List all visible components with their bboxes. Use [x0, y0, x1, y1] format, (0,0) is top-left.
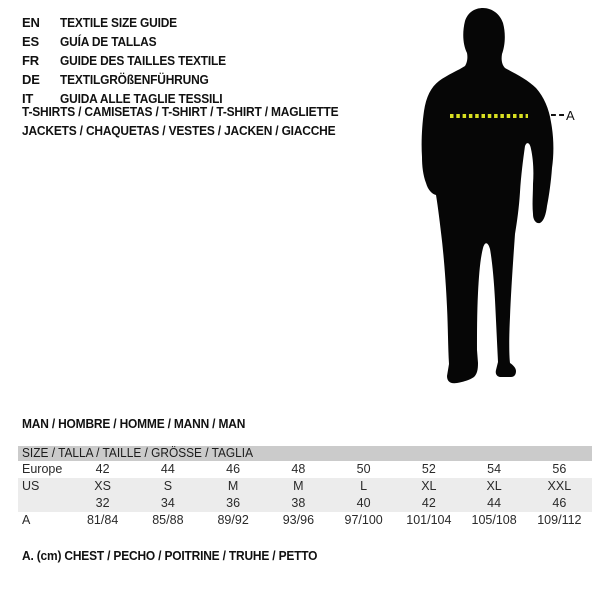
measure-label-a: A: [566, 108, 575, 123]
size-value: 56: [552, 462, 567, 476]
language-row: [22, 32, 240, 51]
language-code: DE: [22, 72, 40, 87]
size-value: 97/100: [344, 513, 383, 527]
row-label: [18, 495, 70, 512]
language-label: GUIDA ALLE TAGLIE TESSILI: [60, 91, 223, 106]
language-code: ES: [22, 34, 39, 49]
size-table-header: SIZE / TALLA / TAILLE / GRÖSSE / TAGLIA: [18, 446, 592, 461]
size-value: 109/112: [537, 513, 582, 527]
size-value: M: [293, 479, 304, 493]
size-value: 81/84: [86, 513, 119, 527]
size-value: 44: [487, 496, 502, 510]
size-value: XL: [421, 479, 437, 493]
size-value: XL: [486, 479, 502, 493]
section-title-man: MAN / HOMBRE / HOMME / MANN / MAN: [22, 416, 246, 431]
table-row-us-numeric: [18, 495, 592, 512]
language-row: [22, 51, 240, 70]
row-label: US: [22, 479, 40, 493]
language-label: TEXTILE SIZE GUIDE: [60, 15, 177, 30]
size-value: 105/108: [471, 513, 517, 527]
man-silhouette: [422, 8, 554, 383]
product-line-jackets: JACKETS / CHAQUETAS / VESTES / JACKEN / GIACCHE: [22, 123, 336, 138]
size-value: 42: [421, 496, 436, 510]
size-value: 34: [160, 496, 175, 510]
size-value: 38: [291, 496, 306, 510]
measure-extension-line: [551, 114, 564, 116]
language-row: [22, 13, 240, 32]
size-value: 85/88: [152, 513, 184, 527]
size-value: 89/92: [217, 513, 249, 527]
language-list: [22, 13, 240, 108]
size-value: M: [227, 479, 239, 493]
size-value: 50: [356, 462, 371, 476]
size-value: S: [163, 479, 173, 493]
language-code: IT: [22, 91, 34, 106]
size-value: XXL: [547, 479, 572, 493]
size-value: 40: [356, 496, 371, 510]
language-code: FR: [22, 53, 39, 68]
size-value: 93/96: [282, 513, 315, 527]
size-value: 46: [552, 496, 567, 510]
language-code: EN: [22, 15, 40, 30]
size-value: 54: [487, 462, 502, 476]
table-row-chest: [18, 512, 592, 529]
row-label: A: [22, 513, 31, 527]
size-table: [18, 446, 592, 529]
language-row: [22, 70, 240, 89]
size-value: 36: [226, 496, 241, 510]
size-value: 46: [226, 462, 241, 476]
table-row-us: [18, 478, 592, 495]
size-value: 52: [421, 462, 436, 476]
man-figure: [420, 6, 560, 388]
footnote-chest-measure: A. (cm) CHEST / PECHO / POITRINE / TRUHE / PETTO: [22, 548, 318, 563]
size-value: 42: [95, 462, 110, 476]
product-categories: [22, 102, 366, 140]
language-label: GUIDE DES TAILLES TEXTILE: [60, 53, 226, 68]
size-value: XS: [94, 479, 111, 493]
size-value: 32: [95, 496, 110, 510]
language-label: TEXTILGRÖßENFÜHRUNG: [60, 72, 209, 87]
size-value: 44: [160, 462, 175, 476]
size-value: 48: [291, 462, 306, 476]
language-label: GUÍA DE TALLAS: [60, 34, 157, 49]
size-value: L: [360, 479, 368, 493]
row-label: Europe: [22, 462, 63, 476]
table-row-europe: [18, 461, 592, 478]
product-line-tshirts: T-SHIRTS / CAMISETAS / T-SHIRT / T-SHIRT / MAGLIETTE: [22, 104, 339, 119]
size-value: 101/104: [406, 513, 452, 527]
